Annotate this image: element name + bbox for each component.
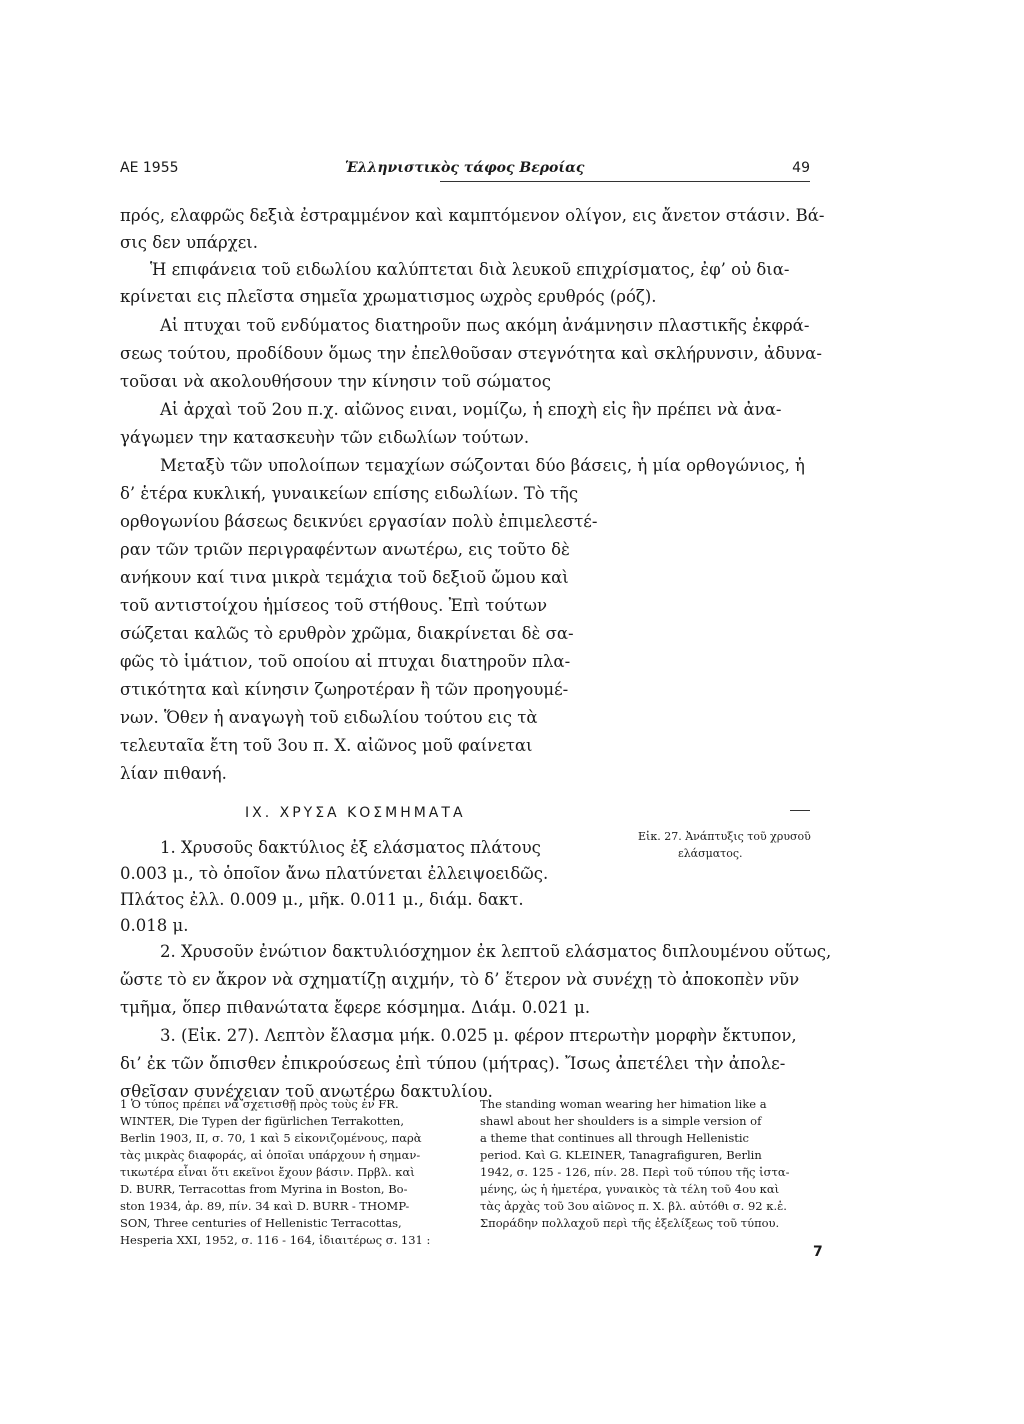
- body-line: 1. Χρυσοῦς δακτύλιος ἐξ ελάσματος πλάτους: [160, 838, 541, 857]
- body-line: τοῦσαι νὰ ακολουθήσουν την κίνησιν τοῦ σώματος: [120, 372, 551, 391]
- body-line: πρός, ελαφρῶς δεξιὰ ἐστραμμένον καὶ καμπτόμενον ολίγον, εις ἄνετον στάσιν. Βά-: [120, 206, 825, 225]
- footnote-line: Berlin 1903, II, σ. 70, 1 καὶ 5 εἰκονιζομένους, παρὰ: [120, 1131, 422, 1145]
- body-line: Ἡ επιφάνεια τοῦ ειδωλίου καλύπτεται διὰ λευκοῦ επιχρίσματος, ἐφ’ οὐ δια-: [150, 260, 790, 279]
- figure-caption: [638, 828, 811, 862]
- footnote-line: τικωτέρα εἶναι ὅτι εκεῖνοι ἔχουν βάσιν. Πρβλ. καὶ: [120, 1165, 415, 1179]
- body-line: ορθογωνίου βάσεως δεικνύει εργασίαν πολὺ ἐπιμελεστέ-: [120, 512, 598, 531]
- body-line: λίαν πιθανή.: [120, 764, 227, 783]
- running-title: Ἑλληνιστικὸς τάφος Βεροίας: [345, 160, 585, 176]
- body-line: Αἱ ἀρχαὶ τοῦ 2ου π.χ. αἰῶνος ειναι, νομίζω, ἡ εποχὴ εἰς ἣν πρέπει νὰ ἀνα-: [160, 400, 782, 419]
- body-line: σώζεται καλῶς τὸ ερυθρὸν χρῶμα, διακρίνεται δὲ σα-: [120, 624, 574, 643]
- figure-caption-line: ελάσματος.: [678, 847, 743, 860]
- footnote-line: Σποράδην πολλαχοῦ περὶ τῆς ἐξελίξεως τοῦ τύπου.: [480, 1216, 780, 1230]
- body-line: γάγωμεν την κατασκευὴν τῶν ειδωλίων τούτων.: [120, 428, 530, 447]
- body-line: 3. (Εἰκ. 27). Λεπτὸν ἔλασμα μήκ. 0.025 μ. φέρον πτερωτὴν μορφὴν ἔκτυπον,: [160, 1026, 797, 1045]
- body-line: δι’ ἐκ τῶν ὄπισθεν ἐπικρούσεως ἐπὶ τύπου (μήτρας). Ἴσως ἀπετέλει τὴν ἀπολε-: [120, 1054, 786, 1073]
- footnote-line: Hesperia XXI, 1952, σ. 116 - 164, ἰδιαιτέρως σ. 131 :: [120, 1233, 431, 1247]
- page-number: 49: [792, 160, 810, 176]
- footnote-line: ston 1934, ἀρ. 89, πίν. 34 καὶ D. BURR - THOMP-: [120, 1199, 410, 1213]
- body-line: ὥστε τὸ εν ἄκρον νὰ σχηματίζῃ αιχμήν, τὸ δ’ ἕτερον νὰ συνέχῃ τὸ ἀποκοπὲν νῦν: [120, 970, 800, 989]
- section-heading: ΙΧ. ΧΡΥΣΑ ΚΟΣΜΗΜΑΤΑ: [245, 805, 466, 821]
- footnote-line: τὰς μικρὰς διαφοράς, αἱ ὁποῖαι υπάρχουν ἡ σημαν-: [120, 1148, 421, 1162]
- footnote-line: D. BURR, Terracottas from Myrina in Boston, Bo-: [120, 1182, 408, 1196]
- footnote-line: 1942, σ. 125 - 126, πίν. 28. Περὶ τοῦ τύπου τῆς ἱστα-: [480, 1165, 790, 1179]
- journal-volume: ΑΕ 1955: [120, 160, 179, 176]
- body-line: σεως τούτου, προδίδουν ὅμως την ἐπελθοῦσαν στεγνότητα καὶ σκλήρυνσιν, ἀδυνα-: [120, 344, 822, 363]
- body-line: φῶς τὸ ἱμάτιον, τοῦ οποίου αἱ πτυχαι διατηροῦν πλα-: [120, 652, 571, 671]
- body-line: σθεῖσαν συνέχειαν τοῦ ανωτέρω δακτυλίου.: [120, 1082, 493, 1101]
- body-line: νων. Ὅθεν ἡ αναγωγὴ τοῦ ειδωλίου τούτου εις τὰ: [120, 708, 538, 727]
- body-line: 0.018 μ.: [120, 916, 189, 935]
- figure-placeholder-rule: [790, 810, 810, 811]
- body-line: τοῦ αντιστοίχου ἡμίσεος τοῦ στήθους. Ἐπὶ τούτων: [120, 596, 548, 615]
- body-line: Μεταξὺ τῶν υπολοίπων τεμαχίων σώζονται δύο βάσεις, ἡ μία ορθογώνιος, ἡ: [160, 456, 805, 475]
- body-line: δ’ ἑτέρα κυκλική, γυναικείων επίσης ειδωλίων. Τὸ τῆς: [120, 484, 579, 503]
- body-line: Αἱ πτυχαι τοῦ ενδύματος διατηροῦν πως ακόμη ἀνάμνησιν πλαστικῆς ἐκφρά-: [160, 316, 810, 335]
- footnote-line: μένης, ὡς ἡ ἡμετέρα, γυναικὸς τὰ τέλη τοῦ 4ου καὶ: [480, 1182, 780, 1196]
- footnote-line: τὰς ἀρχὰς τοῦ 3ου αἰῶνος π. Χ. βλ. αὐτόθι σ. 92 κ.ἑ.: [480, 1199, 787, 1213]
- body-line: τμῆμα, ὅπερ πιθανώτατα ἔφερε κόσμημα. Διάμ. 0.021 μ.: [120, 998, 591, 1017]
- body-line: ραν τῶν τριῶν περιγραφέντων ανωτέρω, εις τοῦτο δὲ: [120, 540, 570, 559]
- figure-caption-line: Εἰκ. 27. Ἀνάπτυξις τοῦ χρυσοῦ: [638, 830, 811, 843]
- footnote-left-column: [120, 1096, 430, 1249]
- body-line: Πλάτος ἐλλ. 0.009 μ., μῆκ. 0.011 μ., διάμ. δακτ.: [120, 890, 524, 909]
- body-line: σις δεν υπάρχει.: [120, 233, 258, 252]
- footnote-line: The standing woman wearing her himation like a: [480, 1097, 767, 1111]
- body-line: ανήκουν καί τινα μικρὰ τεμάχια τοῦ δεξιοῦ ὤμου καὶ: [120, 568, 569, 587]
- footnote-right-column: [480, 1096, 790, 1232]
- footnote-line: SON, Three centuries of Hellenistic Terracottas,: [120, 1216, 402, 1230]
- footnote-line: WINTER, Die Typen der figürlichen Terrakotten,: [120, 1114, 404, 1128]
- footnote-line: period. Καὶ G. KLEINER, Tanagrafiguren, Berlin: [480, 1148, 762, 1162]
- body-line: τελευταῖα ἔτη τοῦ 3ου π. Χ. αἰῶνος μοῦ φαίνεται: [120, 736, 533, 755]
- footnote-line: a theme that continues all through Hellenistic: [480, 1131, 749, 1145]
- footnote-line: shawl about her shoulders is a simple version of: [480, 1114, 762, 1128]
- body-line: 0.003 μ., τὸ ὁποῖον ἄνω πλατύνεται ἐλλειψοειδῶς.: [120, 864, 549, 883]
- body-line: κρίνεται εις πλεῖστα σημεῖα χρωματισμος ωχρὸς ερυθρός (ρόζ).: [120, 287, 657, 306]
- body-line: στικότητα καὶ κίνησιν ζωηροτέραν ἢ τῶν προηγουμέ-: [120, 680, 569, 699]
- header-rule: [440, 181, 810, 182]
- footnote-line: 1 Ὁ τύπος πρέπει νὰ σχετισθῇ πρὸς τοὺς ἐν FR.: [120, 1097, 399, 1111]
- body-line: 2. Χρυσοῦν ἐνώτιον δακτυλιόσχημον ἐκ λεπτοῦ ελάσματος διπλουμένου οὕτως,: [160, 942, 832, 961]
- signature-mark: 7: [813, 1244, 823, 1260]
